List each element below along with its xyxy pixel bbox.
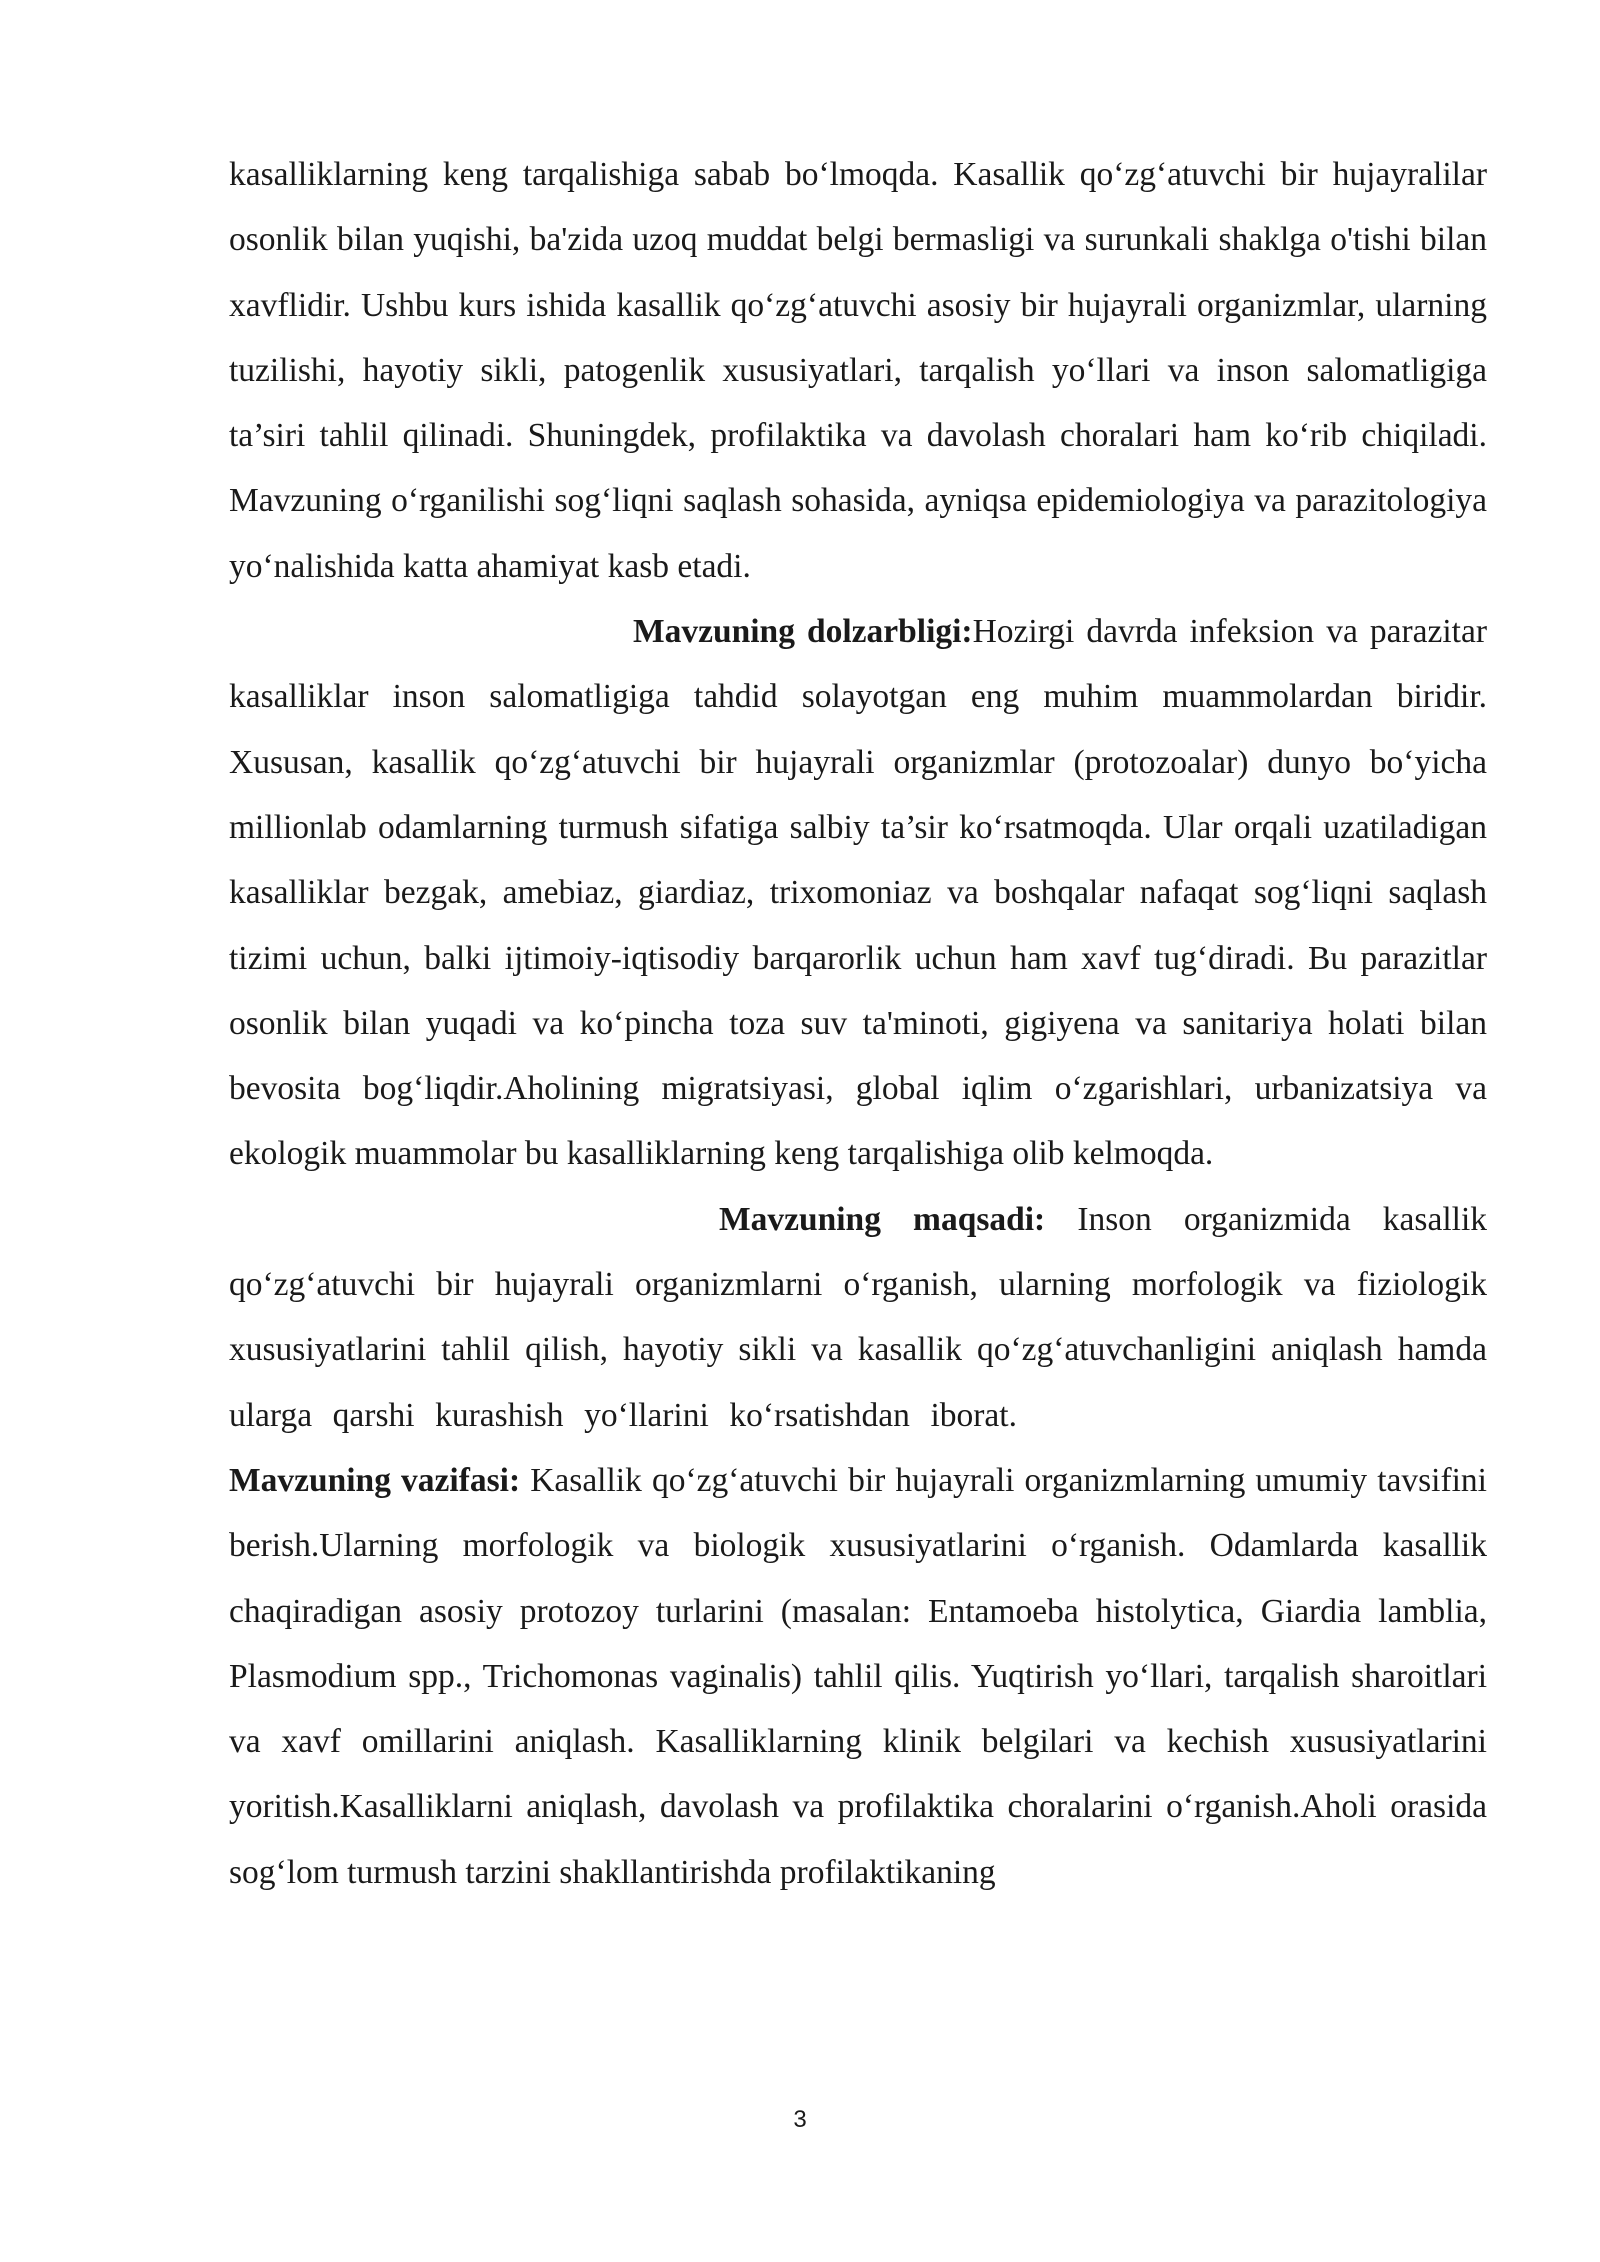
intro-text: kasalliklarning keng tarqalishiga sabab bo‘lmoqda. Kasallik qo‘zg‘atuvchi bir hujayralilar osonlik bilan yuqishi, ba'zida uzoq muddat belgi bermasligi va surunkali shaklga o'tishi bilan xavflidir. Ushbu kurs ishida kasallik qo‘zg‘atuvchi asosiy bir hujayrali organizmlar, ularning tuzilishi, hayotiy sikli, patogenlik xususiyatlari, tarqalish yo‘llari va inson salomatligiga ta’siri tahlil qilinadi. Shuningdek, profilaktika va davolash choralari ham ko‘rib chiqiladi. Mavzuning o‘rganilishi sog‘liqni saqlash sohasida, ayniqsa epidemiologiya va parazitologiya yo‘nalishida katta ahamiyat kasb etadi.	[229, 156, 1487, 585]
goal-paragraph	[229, 1187, 1487, 1905]
intro-paragraph	[229, 142, 1487, 599]
tasks-text: Kasallik qo‘zg‘atuvchi bir hujayrali organizmlarning umumiy tavsifini berish.Ularning morfologik va biologik xususiyatlarini o‘rganish. Odamlarda kasallik chaqiradigan asosiy protozoy turlarini (masalan: Entamoeba histolytica, Giardia lamblia, Plasmodium spp., Trichomonas vaginalis) tahlil qilis. Yuqtirish yo‘llari, tarqalish sharoitlari va xavf omillarini aniqlash. Kasalliklarning klinik belgilari va kechish xususiyatlarini yoritish.Kasalliklarni aniqlash, davolash va profilaktika choralarini o‘rganish.Aholi orasida sog‘lom turmush tarzini shakllantirishda profilaktikaning	[229, 1461, 1487, 1891]
goal-heading: Mavzuning maqsadi:	[719, 1200, 1046, 1238]
body-text	[229, 142, 1487, 1905]
page-number: 3	[793, 2106, 807, 2133]
goal-text: Inson organizmida kasallik qo‘zg‘atuvchi bir hujayrali organizmlarni o‘rganish, ularning morfologik va fiziologik xususiyatlarini tahlil qilish, hayotiy sikli va kasallik qo‘zg‘atuvchanligini aniqlash hamda ularga qarshi kurashish yo‘llarini ko‘rsatishdan iborat.	[229, 1200, 1488, 1434]
tasks-heading: Mavzuning vazifasi:	[229, 1461, 521, 1499]
relevance-heading: Mavzuning dolzarbligi:	[633, 613, 973, 651]
relevance-paragraph	[229, 599, 1487, 1187]
relevance-text: Hozirgi davrda infeksion va parazitar kasalliklar inson salomatligiga tahdid solayotgan eng muhim muammolardan biridir. Xususan, kasallik qo‘zg‘atuvchi bir hujayrali organizmlar (protozoalar) dunyo bo‘yicha millionlab odamlarning turmush sifatiga salbiy ta’sir ko‘rsatmoqda. Ular orqali uzatiladigan kasalliklar bezgak, amebiaz, giardiaz, trixomoniaz va boshqalar nafaqat sog‘liqni saqlash tizimi uchun, balki ijtimoiy-iqtisodiy barqarorlik uchun ham xavf tug‘diradi. Bu parazitlar osonlik bilan yuqadi va ko‘pincha toza suv ta'minoti, gigiyena va sanitariya holati bilan bevosita bog‘liqdir.Aholining migratsiyasi, global iqlim o‘zgarishlari, urbanizatsiya va ekologik muammolar bu kasalliklarning keng tarqalishiga olib kelmoqda.	[229, 613, 1487, 1173]
